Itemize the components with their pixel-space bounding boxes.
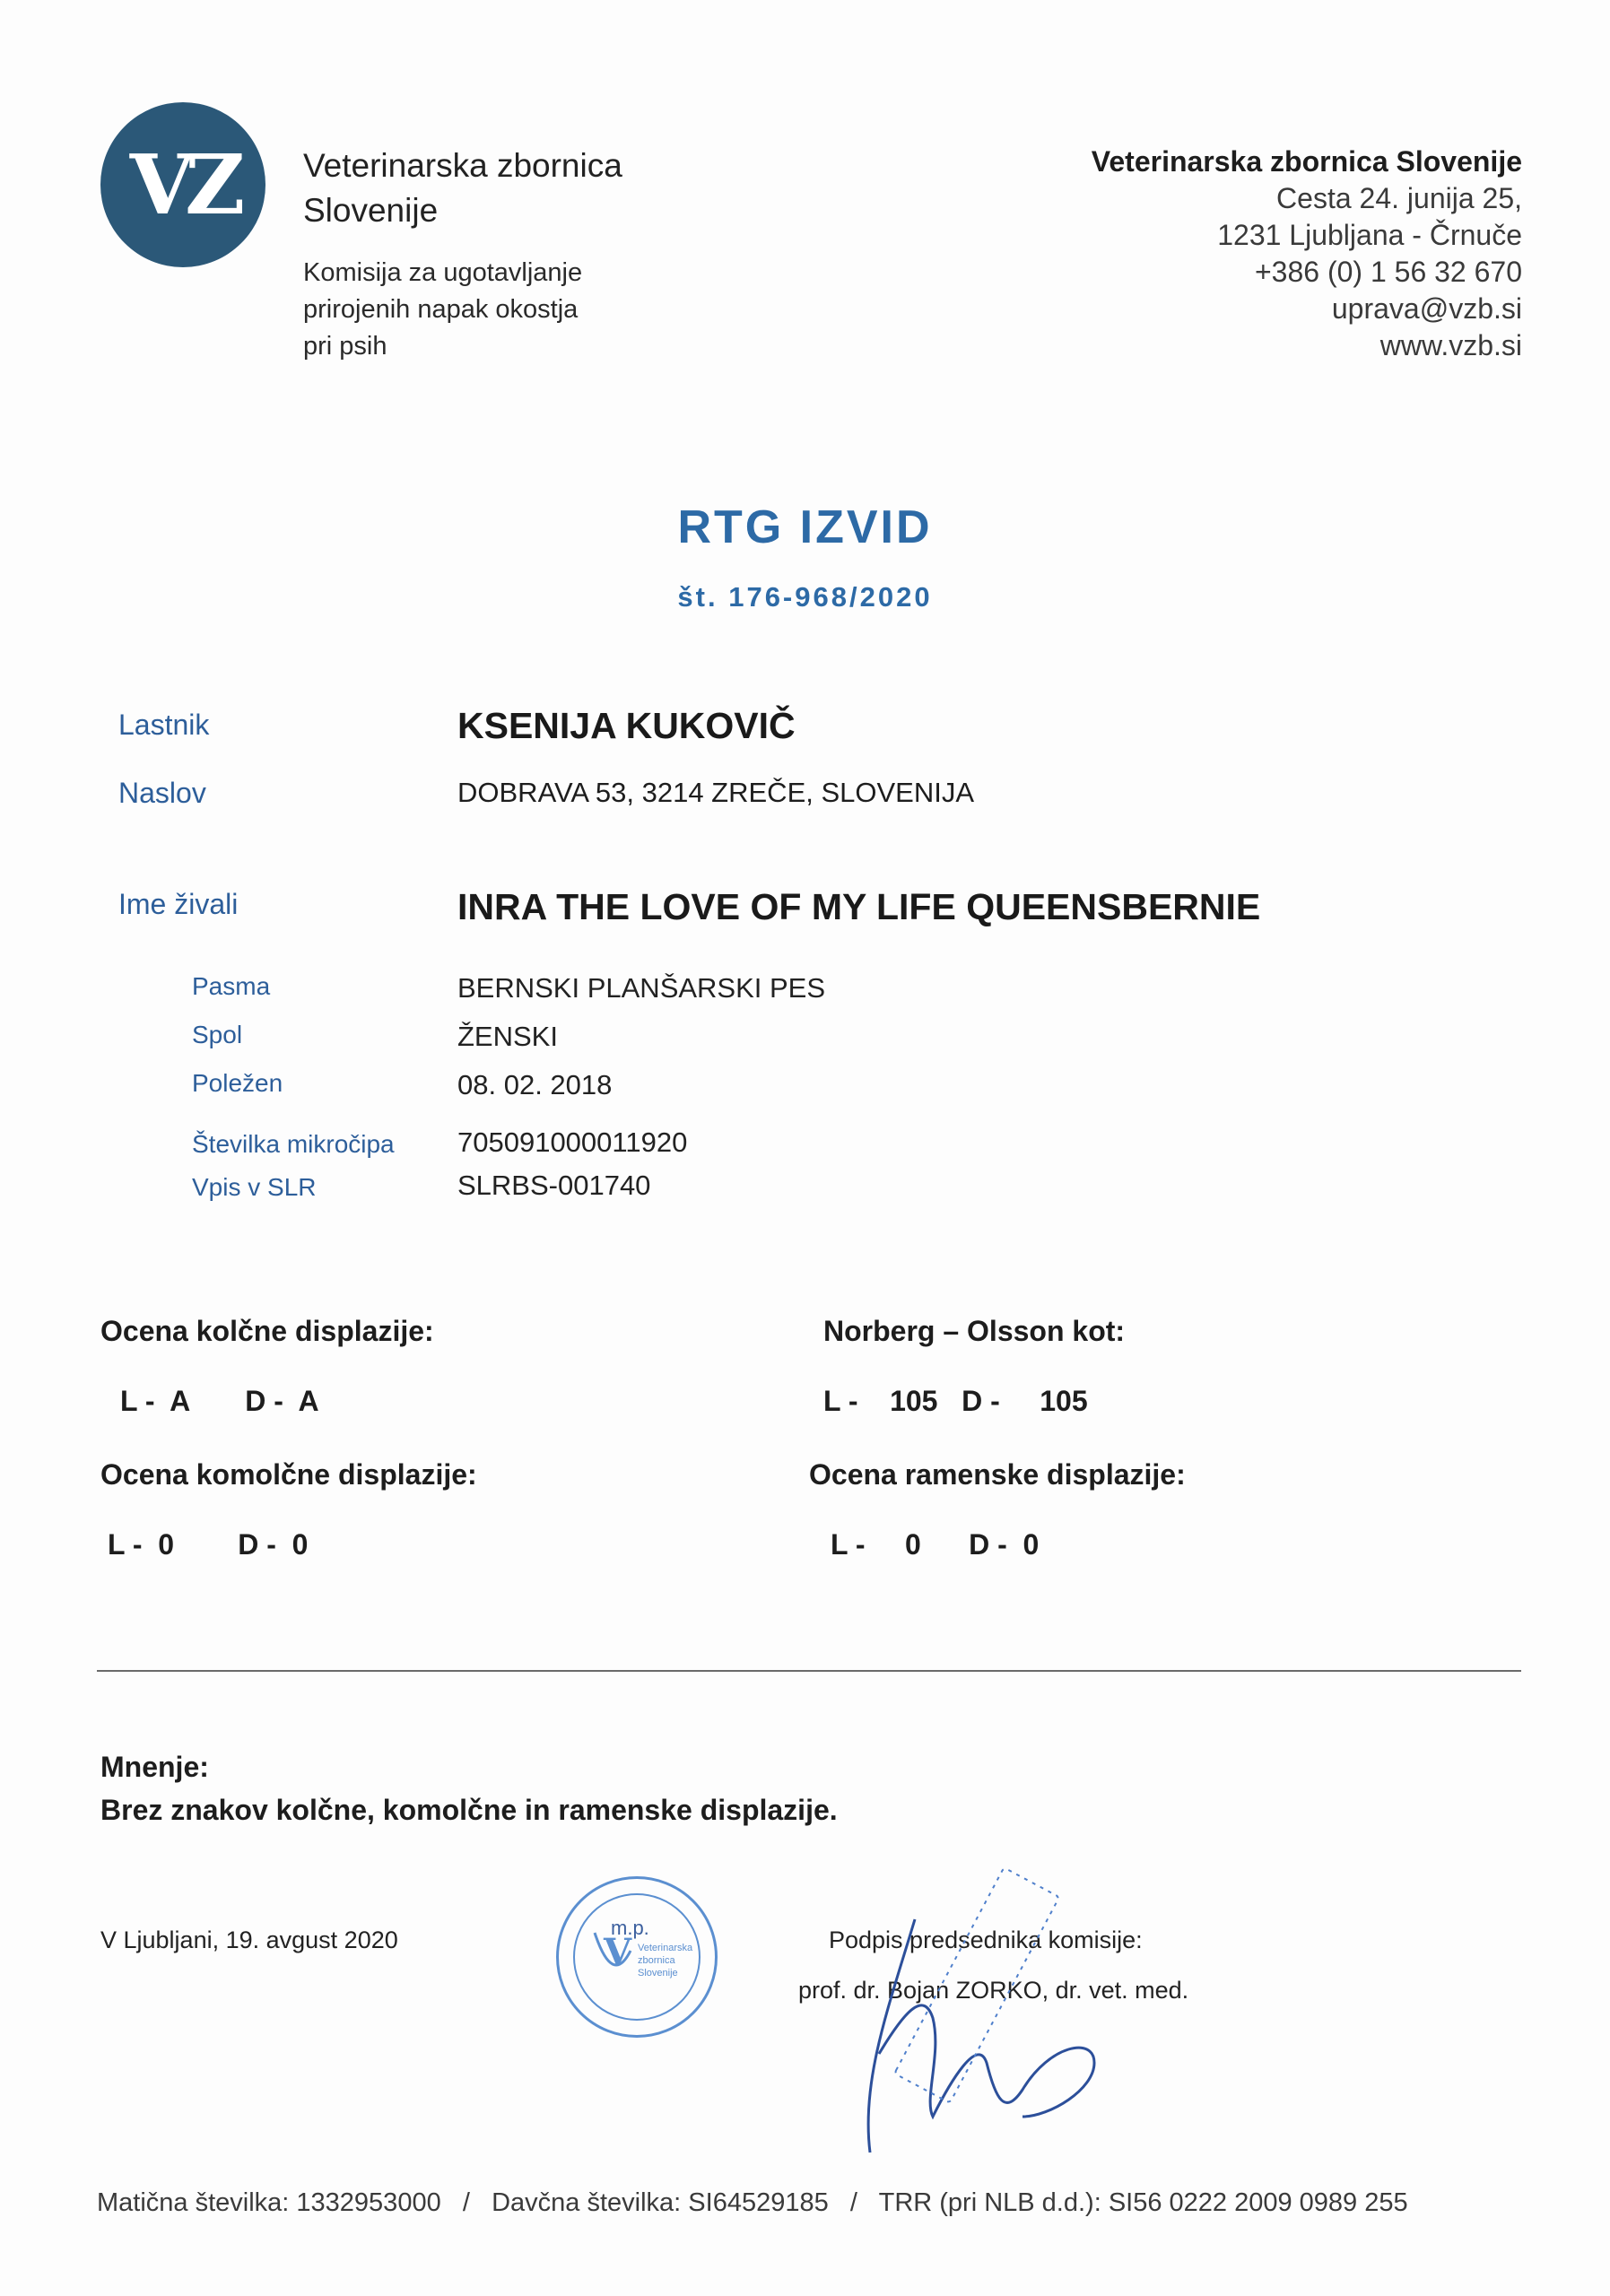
- owner-address-label: Naslov: [118, 777, 206, 809]
- registry-value: SLRBS-001740: [457, 1170, 651, 1201]
- elbow-values: L - 0 D - 0: [108, 1528, 309, 1561]
- sex-label: Spol: [192, 1021, 243, 1048]
- animal-name-value: INRA THE LOVE OF MY LIFE QUEENSBERNIE: [457, 886, 1261, 927]
- address-street: Cesta 24. junija 25,: [1276, 182, 1522, 214]
- stamp-mp: m.p.: [611, 1917, 649, 1939]
- breed-value: BERNSKI PLANŠARSKI PES: [457, 972, 826, 1004]
- born-value: 08. 02. 2018: [457, 1069, 613, 1100]
- breed-label: Pasma: [192, 972, 271, 1000]
- address-city: 1231 Ljubljana - Črnuče: [1217, 219, 1522, 251]
- address-org-name: Veterinarska zbornica Slovenije: [1091, 145, 1522, 178]
- signature-name: prof. dr. Bojan ZORKO, dr. vet. med.: [798, 1977, 1189, 2004]
- official-stamp: [556, 1876, 718, 2038]
- document-title: RTG IZVID: [677, 501, 933, 553]
- born-label: Poležen: [192, 1069, 283, 1097]
- hip-values: L - A D - A: [120, 1385, 319, 1417]
- shoulder-heading: Ocena ramenske displazije:: [809, 1458, 1186, 1491]
- footer-registry: Matična številka: 1332953000 / Davčna številka: SI64529185 / TRR (pri NLB d.d.): SI56 0222 2009 0989 255: [97, 2188, 1408, 2217]
- handwritten-signature-icon: [825, 1830, 1112, 2170]
- address-web: www.vzb.si: [1379, 329, 1522, 361]
- opinion-text: Brez znakov kolčne, komolčne in ramenske displazije.: [100, 1794, 838, 1826]
- registry-label: Vpis v SLR: [192, 1173, 317, 1201]
- norberg-values: L - 105 D - 105: [823, 1385, 1088, 1417]
- opinion-heading: Mnenje:: [100, 1751, 209, 1783]
- elbow-heading: Ocena komolčne displazije:: [100, 1458, 477, 1491]
- animal-name-label: Ime živali: [118, 888, 239, 920]
- owner-label: Lastnik: [118, 709, 210, 741]
- commission-name: Komisija za ugotavljanje prirojenih napak okostja pri psih: [303, 258, 583, 361]
- address-block: [1092, 144, 1522, 364]
- stamp-text: Veterinarska zbornica Slovenije: [638, 1943, 693, 1979]
- document-number: št. 176-968/2020: [677, 581, 933, 613]
- address-email: uprava@vzb.si: [1331, 292, 1522, 325]
- owner-value: KSENIJA KUKOVIČ: [457, 705, 796, 746]
- shoulder-values: L - 0 D - 0: [831, 1528, 1040, 1561]
- vz-logo: [100, 102, 265, 267]
- owner-address-value: DOBRAVA 53, 3214 ZREČE, SLOVENIJA: [457, 777, 975, 808]
- chip-label: Številka mikročipa: [192, 1130, 395, 1158]
- svg-text:V: V: [604, 1931, 632, 1973]
- sex-value: ŽENSKI: [457, 1021, 558, 1052]
- address-phone: +386 (0) 1 56 32 670: [1254, 256, 1522, 288]
- section-divider: [97, 1670, 1521, 1672]
- norberg-heading: Norberg – Olsson kot:: [823, 1315, 1126, 1347]
- chip-value: 705091000011920: [457, 1126, 688, 1158]
- signature-caption: Podpis predsednika komisije:: [829, 1926, 1143, 1953]
- org-name: Veterinarska zbornica Slovenije: [303, 147, 622, 229]
- logo-text: VZ: [129, 136, 237, 233]
- place-date: V Ljubljani, 19. avgust 2020: [100, 1926, 398, 1953]
- hip-heading: Ocena kolčne displazije:: [100, 1315, 434, 1347]
